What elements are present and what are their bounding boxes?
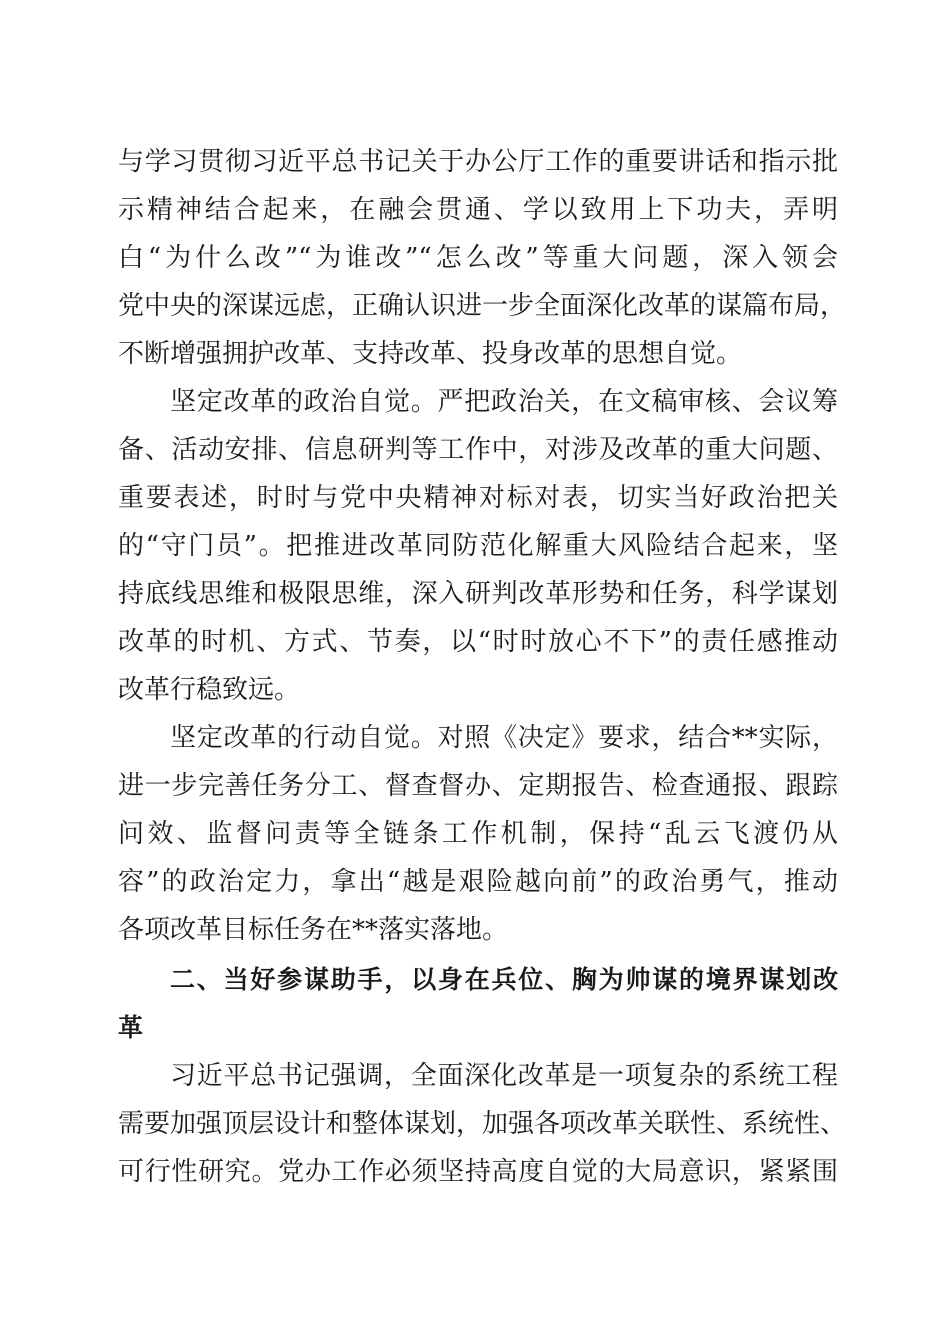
paragraph-line: 容”的政治定力，拿出“越是艰险越向前”的政治勇气，推动 [118, 867, 838, 897]
paragraph-line: 白“为什么改”“为谁改”“怎么改”等重大问题，深入领会 [118, 243, 838, 273]
paragraph-line: 党中央的深谋远虑，正确认识进一步全面深化改革的谋篇布局， [118, 291, 847, 321]
paragraph-line: 习近平总书记强调，全面深化改革是一项复杂的系统工程 [170, 1061, 838, 1091]
paragraph-line: 示精神结合起来，在融会贯通、学以致用上下功夫，弄明 [118, 195, 838, 225]
paragraph-line: 坚定改革的政治自觉。严把政治关，在文稿审核、会议筹 [170, 387, 838, 417]
paragraph-line: 备、活动安排、信息研判等工作中，对涉及改革的重大问题、 [118, 435, 838, 465]
paragraph-line: 各项改革目标任务在**落实落地。 [118, 915, 509, 945]
section-heading: 二、当好参谋助手，以身在兵位、胸为帅谋的境界谋划改 [170, 965, 838, 994]
paragraph-line: 需要加强顶层设计和整体谋划，加强各项改革关联性、系统性、 [118, 1109, 847, 1139]
paragraph-line: 坚定改革的行动自觉。对照《决定》要求，结合**实际， [170, 723, 838, 753]
section-heading: 革 [118, 1013, 144, 1042]
paragraph-line: 重要表述，时时与党中央精神对标对表，切实当好政治把关 [118, 483, 838, 513]
paragraph-line: 改革的时机、方式、节奏，以“时时放心不下”的责任感推动 [118, 627, 838, 657]
paragraph-line: 与学习贯彻习近平总书记关于办公厅工作的重要讲话和指示批 [118, 147, 838, 177]
paragraph-line: 进一步完善任务分工、督查督办、定期报告、检查通报、跟踪 [118, 771, 838, 801]
paragraph-line: 问效、监督问责等全链条工作机制，保持“乱云飞渡仍从 [118, 819, 838, 849]
paragraph-line: 持底线思维和极限思维，深入研判改革形势和任务，科学谋划 [118, 579, 838, 609]
paragraph-line: 可行性研究。党办工作必须坚持高度自觉的大局意识，紧紧围 [118, 1157, 838, 1187]
paragraph-line: 的“守门员”。把推进改革同防范化解重大风险结合起来，坚 [118, 531, 838, 561]
paragraph-line: 改革行稳致远。 [118, 675, 301, 705]
paragraph-line: 不断增强拥护改革、支持改革、投身改革的思想自觉。 [118, 339, 743, 369]
